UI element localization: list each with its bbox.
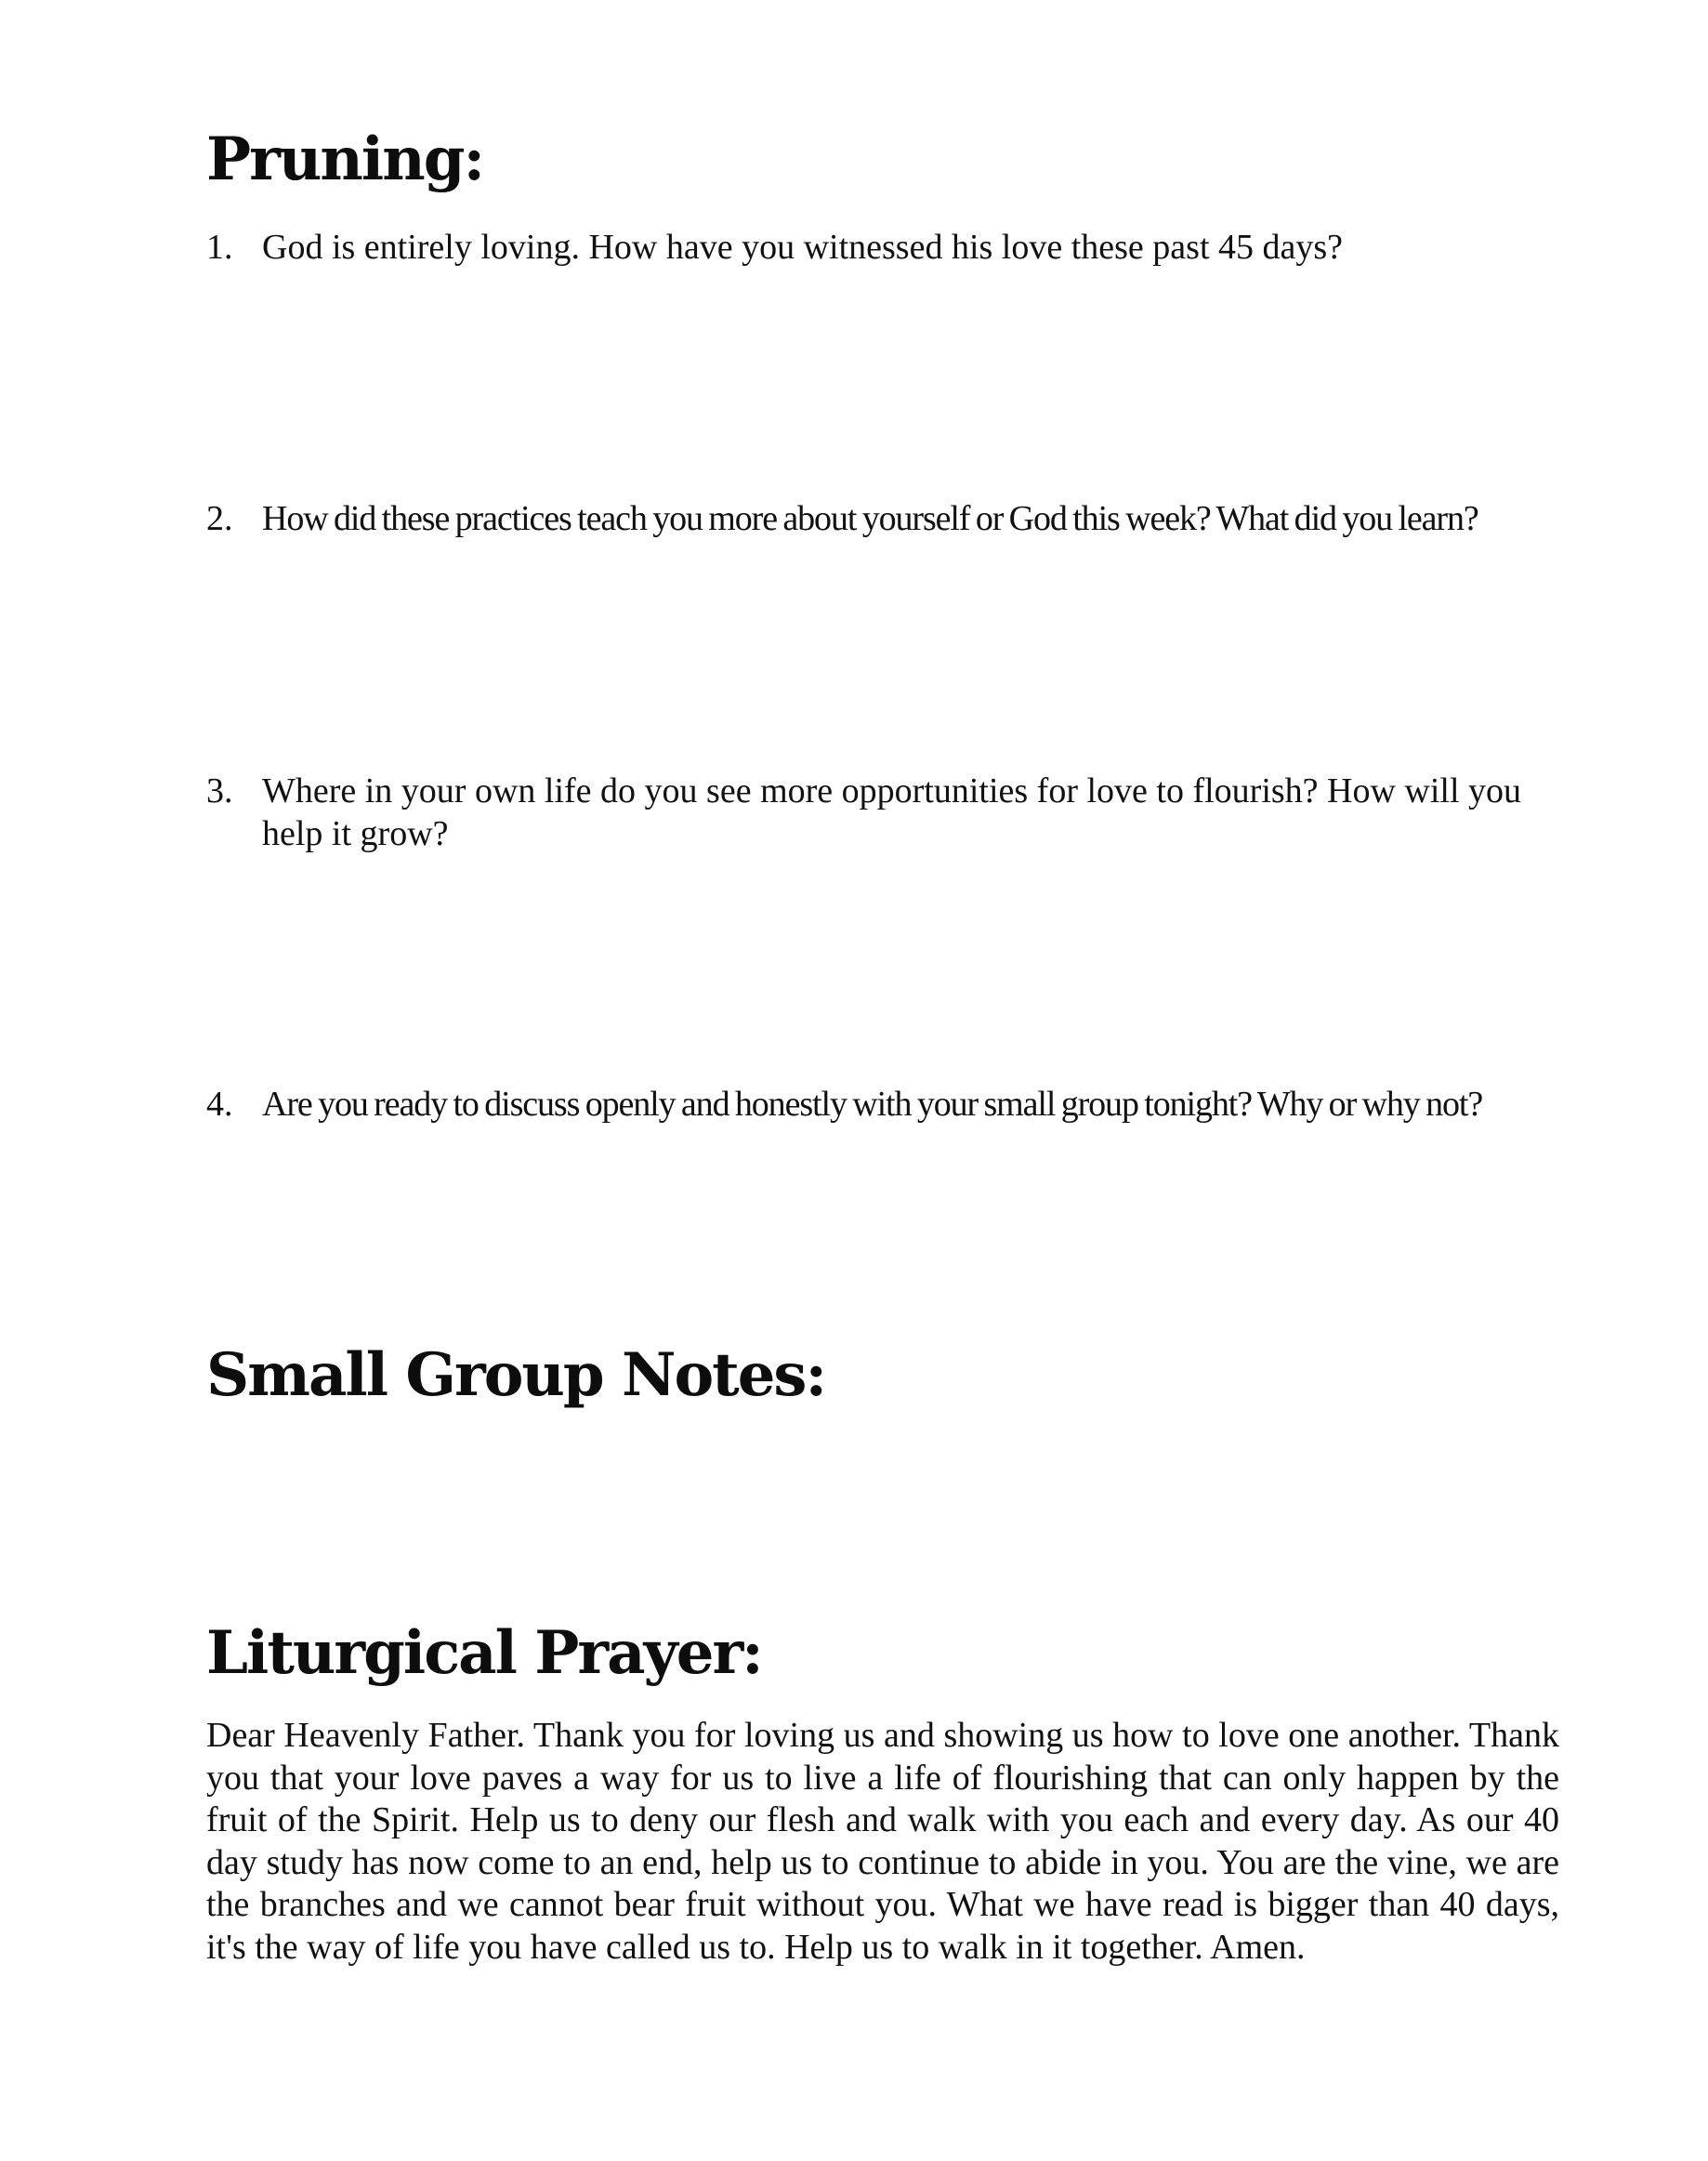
liturgical-prayer-heading: Liturgical Prayer: xyxy=(206,1618,762,1688)
question-3 xyxy=(206,770,1559,855)
small-group-notes-heading: Small Group Notes: xyxy=(206,1340,826,1410)
question-text: How did these practices teach you more about yourself or God this week? What did you learn? xyxy=(262,499,1478,538)
question-4 xyxy=(206,1083,1559,1126)
question-1 xyxy=(206,226,1559,269)
question-number: 4. xyxy=(206,1085,233,1124)
question-number: 3. xyxy=(206,771,233,810)
question-number: 1. xyxy=(206,228,233,267)
pruning-heading: Pruning: xyxy=(206,125,484,194)
liturgical-prayer-text: Dear Heavenly Father. Thank you for loving us and showing us how to love one another. Thank you that your love paves a way for us to live a life of flourishing that can only happen by the fruit of the Spirit. Help us to deny our flesh and walk with you each and every day. As our 40 day study has now come to an end, help us to continue to abide in you. You are the vine, we are the branches and we cannot bear fruit without you. What we have read is bigger than 40 days, it's the way of life you have called us to. Help us to walk in it together. Amen. xyxy=(206,1716,1559,1967)
question-text: Where in your own life do you see more opportunities for love to flourish? How will you help it grow? xyxy=(262,771,1522,853)
question-number: 2. xyxy=(206,499,233,538)
question-text: God is entirely loving. How have you witnessed his love these past 45 days? xyxy=(262,228,1344,267)
question-text: Are you ready to discuss openly and honestly with your small group tonight? Why or why not? xyxy=(262,1085,1483,1124)
question-2 xyxy=(206,497,1559,540)
